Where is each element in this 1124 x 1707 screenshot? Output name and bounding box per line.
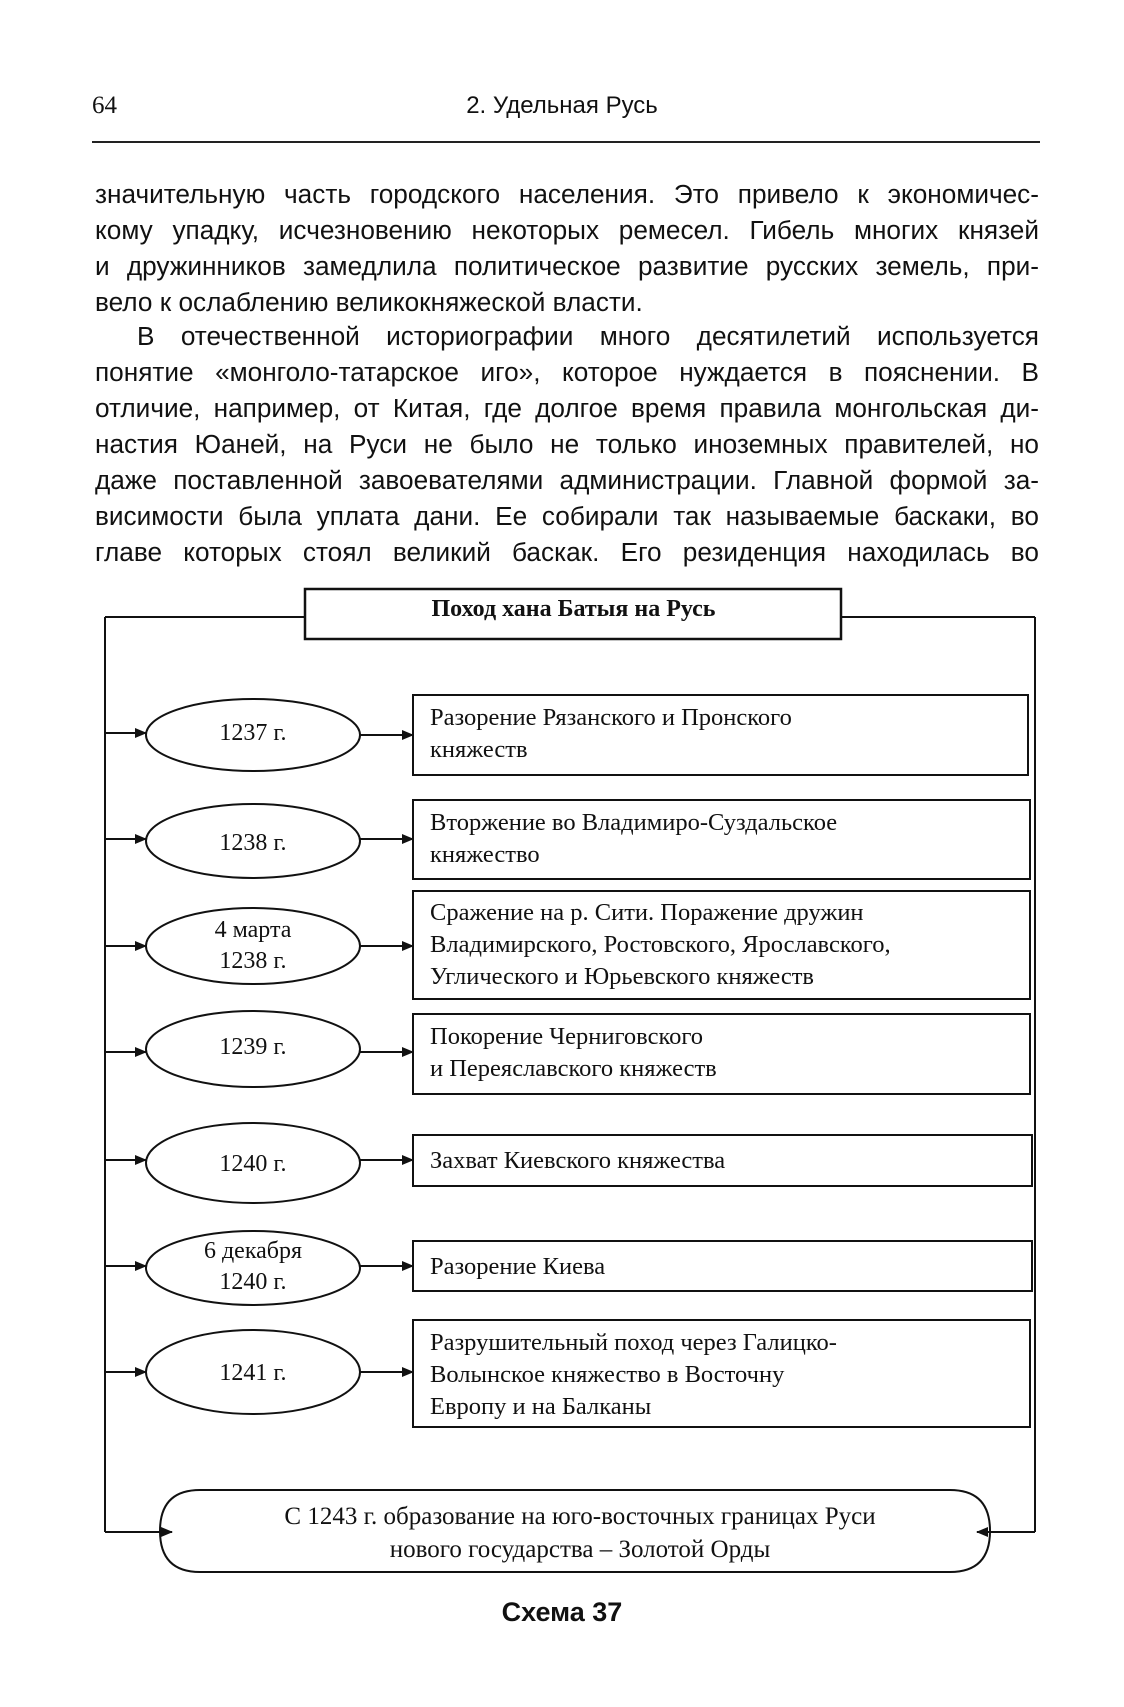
- event-line: Углического и Юрьевского княжеств: [430, 963, 814, 990]
- date-line: 1241 г.: [219, 1360, 287, 1386]
- text-line: даже поставленной завоевателями администрации. Главной формой за-: [95, 465, 1039, 495]
- text-line: висимости была уплата дани. Ее собирали так называемые баскаки, во: [95, 501, 1039, 531]
- text-line: В отечественной историографии много десятилетий используется: [137, 321, 1039, 351]
- date-label-1: [146, 718, 360, 749]
- text-line: отличие, например, от Китая, где долгое время правила монгольская ди-: [95, 393, 1039, 423]
- date-line: 1238 г.: [219, 830, 287, 856]
- text-line: вело к ослаблению великокняжеской власти.: [95, 287, 643, 317]
- text-line: понятие «монголо-татарское иго», которое нуждается в пояснении. В: [95, 357, 1039, 387]
- event-line: Вторжение во Владимиро-Суздальское: [430, 809, 838, 836]
- date-line: 1240 г.: [219, 1151, 287, 1177]
- final-outcome-text: [180, 1500, 980, 1566]
- event-text-7: [430, 1327, 1025, 1423]
- date-label-5: [146, 1149, 360, 1180]
- event-text-3: [430, 897, 1025, 993]
- event-line: княжеств: [430, 736, 528, 763]
- event-line: и Переяславского княжеств: [430, 1055, 717, 1082]
- event-line: Владимирского, Ростовского, Ярославского,: [430, 931, 891, 958]
- date-line: 4 марта: [214, 917, 292, 943]
- event-line: Покорение Черниговского: [430, 1023, 704, 1050]
- text-line: кому упадку, исчезновению некоторых ремесел. Гибель многих князей: [95, 215, 1039, 245]
- final-line: С 1243 г. образование на юго-восточных границах Руси: [284, 1503, 876, 1530]
- event-line: Разорение Рязанского и Пронского: [430, 704, 792, 731]
- event-text-1: [430, 702, 1025, 766]
- event-line: Разрушительный поход через Галицко-: [430, 1329, 837, 1356]
- event-line: Волынское княжество в Восточну: [430, 1361, 785, 1388]
- page-number: 64: [92, 92, 117, 119]
- date-label-2: [146, 828, 360, 859]
- event-line: Сражение на р. Сити. Поражение дружин: [430, 899, 864, 926]
- text-line: настия Юаней, на Руси не было не только иноземных правителей, но: [95, 429, 1039, 459]
- date-label-6: [146, 1236, 360, 1298]
- date-line: 1239 г.: [219, 1034, 287, 1060]
- date-line: 1238 г.: [219, 948, 287, 974]
- diagram-title: Поход хана Батыя на Русь: [431, 596, 716, 622]
- scheme-caption: Схема 37: [501, 1597, 623, 1627]
- event-line: Захват Киевского княжества: [430, 1147, 726, 1174]
- date-line: 1237 г.: [219, 720, 287, 746]
- date-label-3: [146, 915, 360, 977]
- event-text-2: [430, 807, 1025, 871]
- text-line: и дружинников замедлила политическое развитие русских земель, при-: [95, 251, 1039, 281]
- chapter-title: 2. Удельная Русь: [466, 92, 658, 119]
- event-text-4: [430, 1021, 1025, 1085]
- final-line: нового государства – Золотой Орды: [389, 1536, 771, 1563]
- date-label-7: [146, 1358, 360, 1389]
- event-text-5: [430, 1145, 1025, 1177]
- text-line: значительную часть городского населения. Это привело к экономичес-: [95, 179, 1039, 209]
- date-label-4: [146, 1032, 360, 1063]
- event-text-6: [430, 1251, 1025, 1283]
- event-line: Разорение Киева: [430, 1253, 606, 1280]
- event-line: княжество: [430, 841, 540, 868]
- date-line: 1240 г.: [219, 1269, 287, 1295]
- date-line: 6 декабря: [203, 1238, 303, 1264]
- text-line: главе которых стоял великий баскак. Его резиденция находилась во: [95, 537, 1039, 567]
- event-line: Европу и на Балканы: [430, 1393, 652, 1420]
